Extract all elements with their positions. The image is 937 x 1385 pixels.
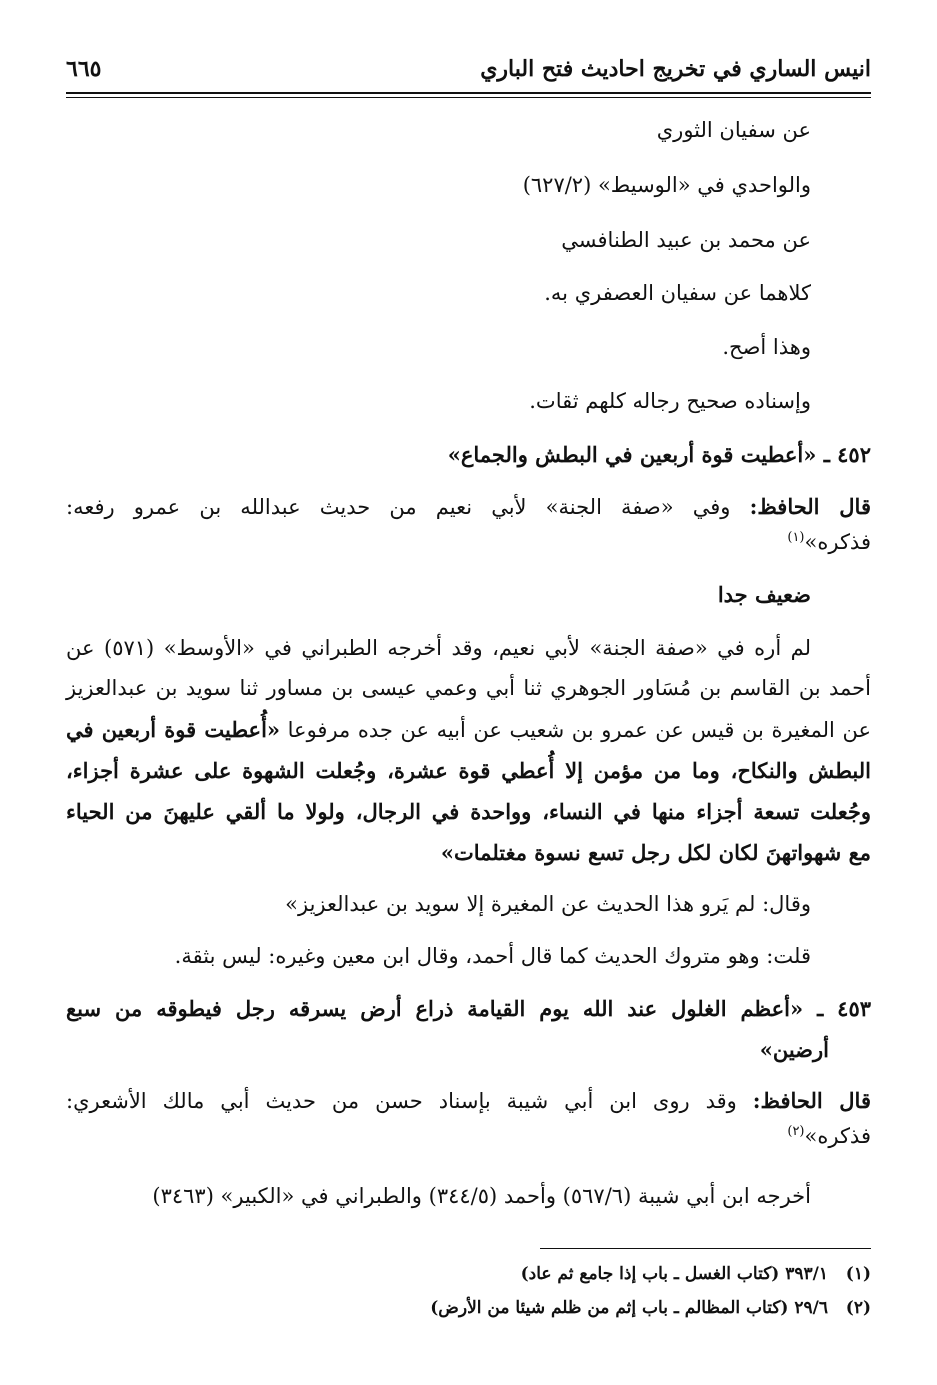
text-span: عن المغيرة بن قيس عن عمرو بن شعيب عن أبيه عن جده مرفوعا xyxy=(287,718,871,742)
hafiz-continuation xyxy=(787,530,871,554)
page-number: ٦٦٥ xyxy=(66,56,102,82)
hafiz-line xyxy=(66,494,871,519)
hadith-number: ٤٥٢ ـ xyxy=(823,442,871,467)
text-line: أحمد بن القاسم بن مُسَاور الجوهري ثنا أبي وعمي عيسى بن مساور ثنا سويد بن عبدالعزيز xyxy=(66,676,871,700)
text-line: عن محمد بن عبيد الطنافسي xyxy=(561,228,811,252)
hafiz-text: وقد روى ابن أبي شيبة بإسناد حسن من حديث أبي مالك الأشعري: xyxy=(66,1089,737,1113)
text-line: وإسناده صحيح رجاله كلهم ثقات. xyxy=(529,389,811,413)
hadith-grade: ضعيف جدا xyxy=(717,582,811,607)
text-line: أخرجه ابن أبي شيبة (٥٦٧/٦) وأحمد (٣٤٤/٥) والطبراني في «الكبير» (٣٤٦٣) xyxy=(152,1184,811,1208)
quoted-hadith-line: وجُعلت تسعة أجزاء منها في النساء، وواحدة في الرجال، ولولا ما ألقي عليهنَ من الحياء xyxy=(66,799,871,824)
hadith-number: ٤٥٣ ـ xyxy=(817,996,872,1021)
footnote-text: ٣٩٣/١ (كتاب الغسل ـ باب إذا جامع ثم عاد) xyxy=(520,1264,828,1284)
quoted-hadith-line: مع شهواتهنَ لكان لكل رجل تسع نسوة مغتلمات» xyxy=(440,840,871,865)
continuation-text: فذكره» xyxy=(804,530,871,554)
text-line: قلت: وهو متروك الحديث كما قال أحمد، وقال ابن معين وغيره: ليس بثقة. xyxy=(174,944,811,968)
footnote xyxy=(521,1264,871,1284)
hafiz-continuation xyxy=(787,1124,871,1148)
footnote-marker: (٢) xyxy=(787,1124,805,1139)
text-line: والواحدي في «الوسيط» (٦٢٧/٢) xyxy=(522,173,811,197)
text-line: عن سفيان الثوري xyxy=(656,118,811,142)
text-line: وقال: لم يَرو هذا الحديث عن المغيرة إلا سويد بن عبدالعزيز» xyxy=(285,892,811,916)
footnote-marker: (١) xyxy=(787,530,805,545)
hadith-text: «أعطيت قوة أربعين في البطش والجماع» xyxy=(447,442,817,467)
footnote xyxy=(430,1298,871,1318)
footnote-separator xyxy=(540,1248,871,1249)
hadith-heading xyxy=(66,996,871,1021)
book-title: انيس الساري في تخريج احاديث فتح الباري xyxy=(480,56,871,82)
header-rule-thick xyxy=(66,92,871,94)
hadith-text-continuation: أرضين» xyxy=(759,1037,829,1062)
footnote-text: ٢٩/٦ (كتاب المظالم ـ باب إثم من ظلم شيئا من الأرض) xyxy=(430,1298,828,1318)
hafiz-label: قال الحافظ: xyxy=(749,494,871,519)
header-rule-thin xyxy=(66,97,871,98)
footnote-number: (١) xyxy=(845,1264,871,1284)
hadith-heading xyxy=(448,442,871,467)
quoted-hadith-line: البطش والنكاح، وما من مؤمن إلا أُعطي قوة عشرة، وجُعلت الشهوة على عشرة أجزاء، xyxy=(66,758,871,783)
hafiz-line xyxy=(66,1088,871,1113)
text-line: كلاهما عن سفيان العصفري به. xyxy=(544,281,811,305)
text-line: وهذا أصح. xyxy=(722,335,811,359)
footnote-number: (٢) xyxy=(845,1298,871,1318)
hafiz-label: قال الحافظ: xyxy=(752,1088,871,1113)
hafiz-text: وفي «صفة الجنة» لأبي نعيم من حديث عبدالله بن عمرو رفعه: xyxy=(66,495,731,519)
text-line xyxy=(66,717,871,742)
hadith-text: «أعظم الغلول عند الله يوم القيامة ذراع أرض يسرقه رجل فيطوقه من سبع xyxy=(66,996,804,1021)
running-header xyxy=(66,56,871,94)
quoted-hadith: «أُعطيت قوة أربعين في xyxy=(66,717,281,742)
continuation-text: فذكره» xyxy=(804,1124,871,1148)
text-line: لم أره في «صفة الجنة» لأبي نعيم، وقد أخرجه الطبراني في «الأوسط» (٥٧١) عن xyxy=(66,636,811,660)
